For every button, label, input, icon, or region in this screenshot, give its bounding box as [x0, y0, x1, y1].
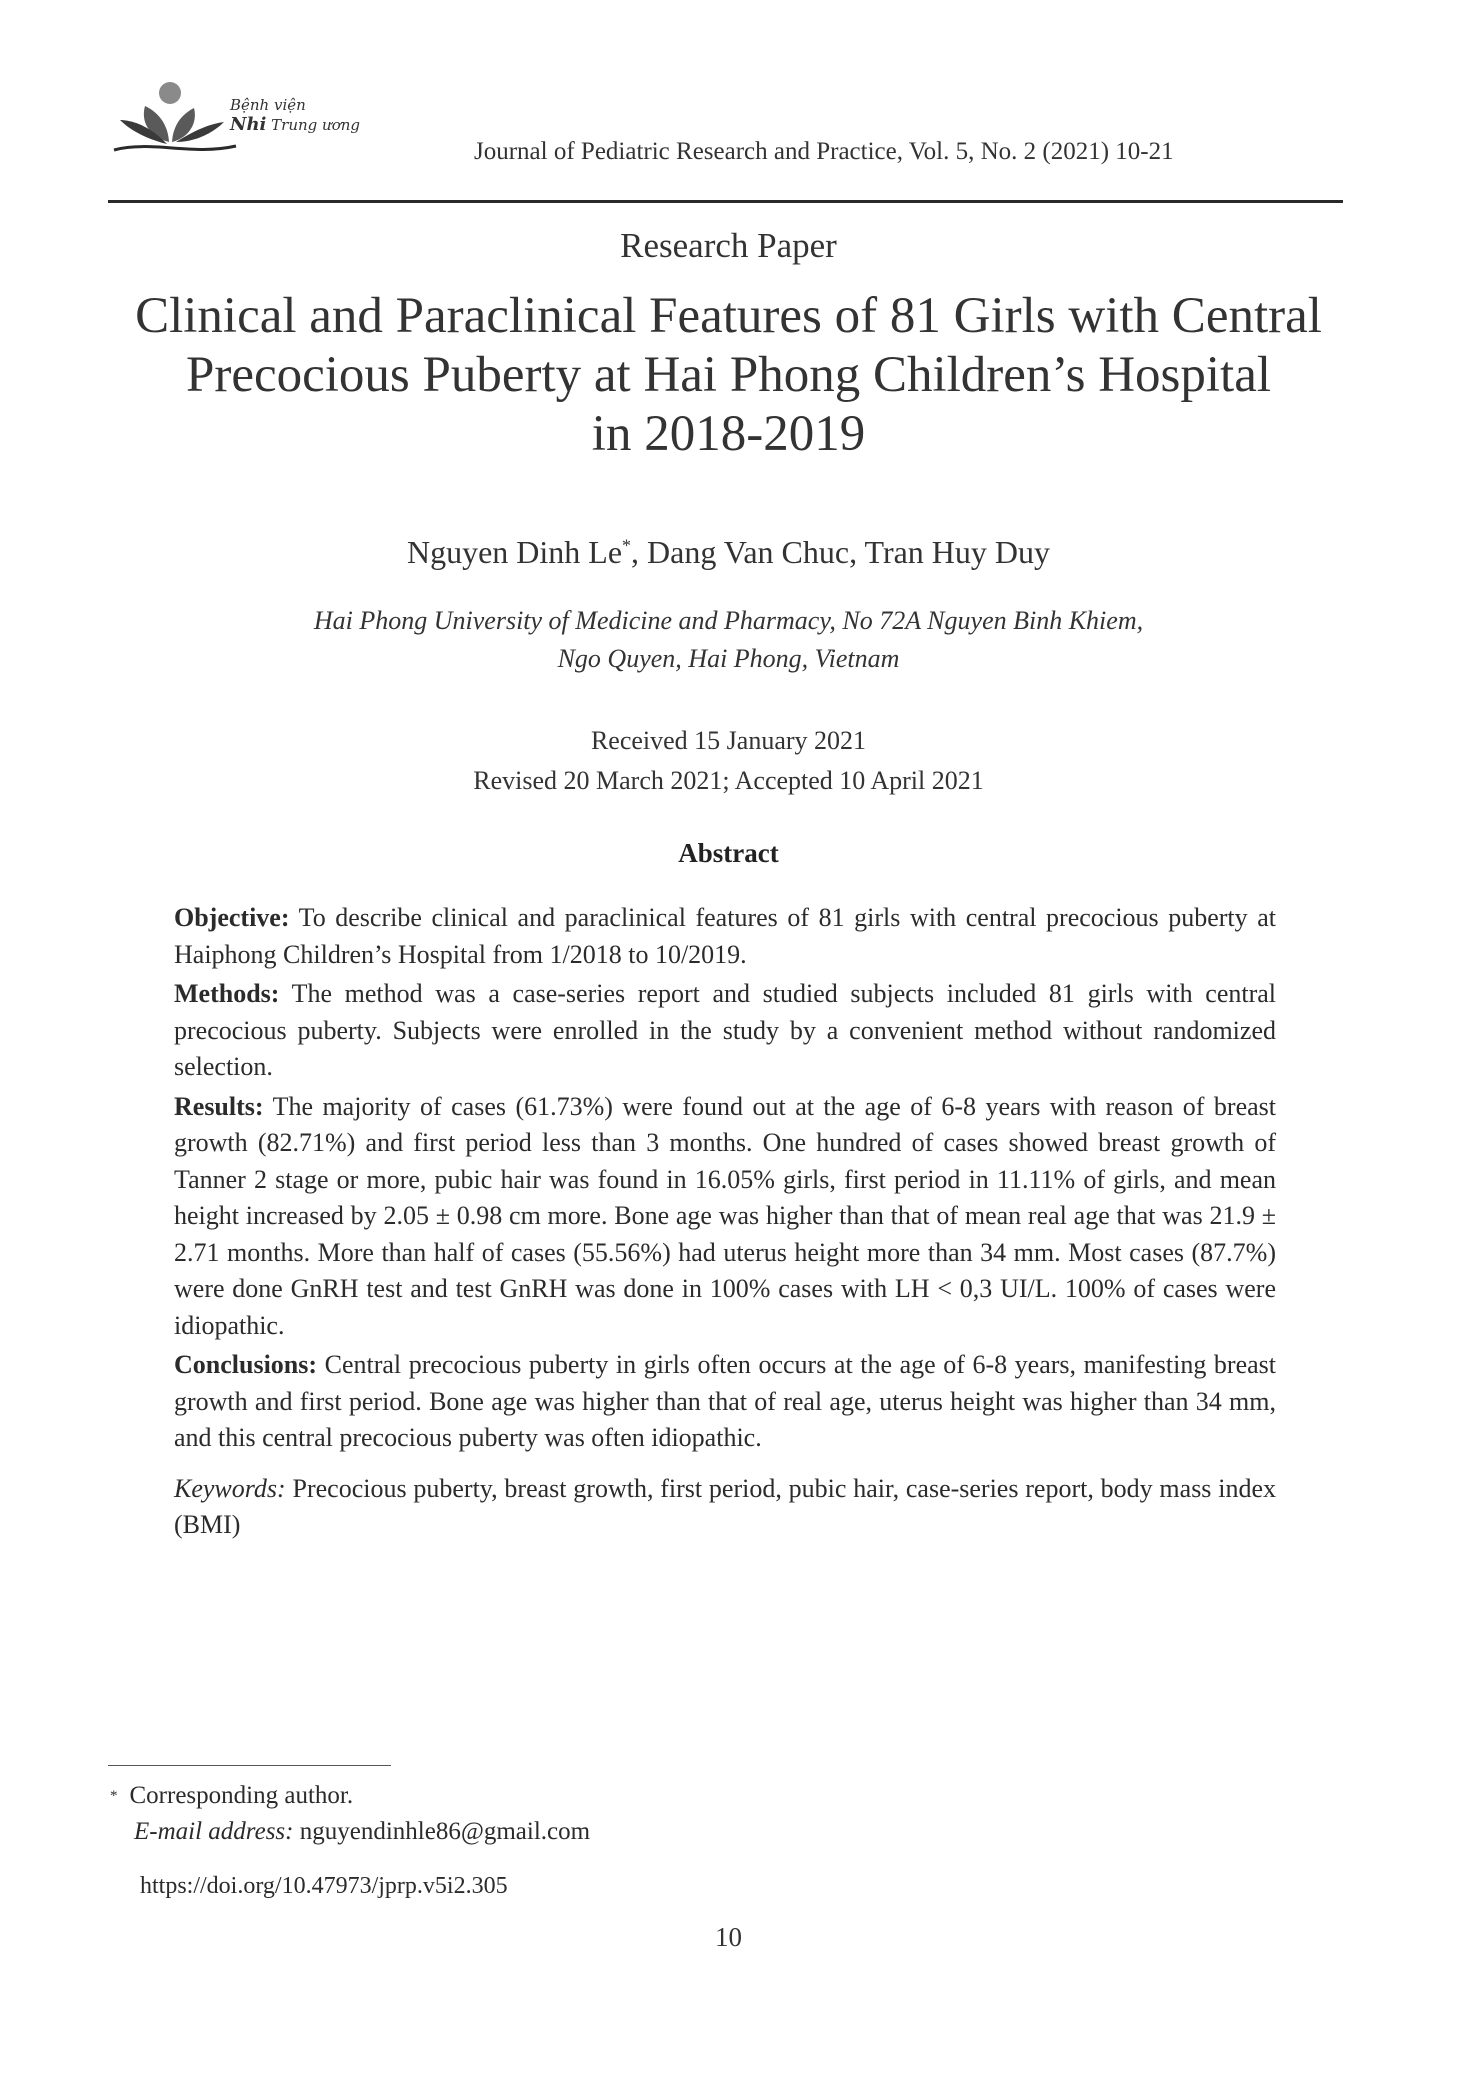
- received-date: Received 15 January 2021: [590, 726, 867, 755]
- article-dates: [0, 721, 1457, 801]
- title-line: in 2018-2019: [591, 406, 866, 462]
- title-line: Clinical and Paraclinical Features of 81 Girls with Central: [135, 288, 1322, 344]
- revised-accepted-date: Revised 20 March 2021; Accepted 10 April 2021: [473, 766, 984, 795]
- page-number: 10: [715, 1922, 742, 1952]
- footnote-corresponding: [110, 1778, 590, 1814]
- logo-nhi: Nhi: [230, 114, 267, 135]
- logo-line-1: Bệnh viện: [230, 96, 306, 114]
- first-author: Nguyen Dinh Le: [406, 534, 623, 570]
- abstract-results: [174, 1089, 1276, 1345]
- footnote: [110, 1778, 590, 1850]
- header-divider: [108, 200, 1343, 203]
- journal-citation: Journal of Pediatric Research and Practice, Vol. 5, No. 2 (2021) 10-21: [474, 138, 1174, 165]
- section-label: Conclusions:: [174, 1350, 318, 1379]
- footnote-divider: [108, 1765, 391, 1766]
- corresponding-mark: *: [622, 535, 632, 556]
- abstract-body: [174, 900, 1276, 1547]
- author-list: [0, 534, 1457, 571]
- affiliation-line: Hai Phong University of Medicine and Pharmacy, No 72A Nguyen Binh Khiem,: [313, 606, 1144, 635]
- abstract-conclusions: [174, 1347, 1276, 1457]
- footnote-mark: *: [110, 1788, 118, 1804]
- footnote-email: [110, 1814, 590, 1850]
- keywords-label: Keywords:: [174, 1473, 286, 1503]
- section-text: Central precocious puberty in girls often occurs at the age of 6-8 years, manifesting breast growth and first period. Bone age was higher than that of real age, uterus height was higher than 34 mm, and this central precocious puberty was often idiopathic.: [174, 1350, 1277, 1452]
- section-text: The majority of cases (61.73%) were found out at the age of 6-8 years with reason of breast growth (82.71%) and first period less than 3 months. One hundred of cases showed breast growth of Tanner 2 stage or more, pubic hair was found in 16.05% girls, first period in 11.11% of girls, and mean height increased by 2.05 ± 0.98 cm more. Bone age was higher than that of mean real age that was 21.9 ± 2.71 months. More than half of cases (55.56%) had uterus height more than 34 mm. Most cases (87.7%) were done GnRH test and test GnRH was done in 100% cases with LH < 0,3 UI/L. 100% of cases were idiopathic.: [174, 1091, 1277, 1340]
- other-authors: , Dang Van Chuc, Tran Huy Duy: [631, 534, 1051, 570]
- logo-wordmark: [230, 96, 360, 135]
- email-label: E-mail address:: [134, 1818, 294, 1845]
- lotus-logo-icon: [112, 80, 242, 166]
- abstract-methods: [174, 976, 1276, 1086]
- email-address[interactable]: nguyendinhle86@gmail.com: [299, 1818, 591, 1845]
- doi-link[interactable]: https://doi.org/10.47973/jprp.v5i2.305: [140, 1873, 508, 1899]
- keywords-text: Precocious puberty, breast growth, first period, pubic hair, case-series report, body mass index (BMI): [174, 1473, 1276, 1539]
- section-label: Methods:: [174, 979, 280, 1008]
- section-text: The method was a case-series report and studied subjects included 81 girls with central precocious puberty. Subjects were enrolled in the study by a convenient method without randomized selection.: [174, 979, 1277, 1081]
- paper-title: [0, 287, 1457, 464]
- affiliation: [0, 602, 1457, 678]
- abstract-keywords: [174, 1471, 1276, 1544]
- section-text: To describe clinical and paraclinical features of 81 girls with central precocious puberty at Haiphong Children’s Hospital from 1/2018 to 10/2019.: [174, 903, 1276, 969]
- affiliation-line: Ngo Quyen, Hai Phong, Vietnam: [557, 644, 900, 673]
- corresponding-text: Corresponding author.: [129, 1782, 354, 1809]
- section-label: Results:: [174, 1091, 264, 1121]
- logo-line-2: [230, 115, 360, 135]
- paper-type: Research Paper: [620, 226, 837, 265]
- logo-trung-uong: Trung ương: [271, 116, 360, 134]
- abstract-heading: Abstract: [678, 838, 779, 868]
- section-label: Objective:: [174, 903, 290, 932]
- title-line: Precocious Puberty at Hai Phong Children’s Hospital: [185, 347, 1272, 403]
- abstract-objective: [174, 900, 1276, 973]
